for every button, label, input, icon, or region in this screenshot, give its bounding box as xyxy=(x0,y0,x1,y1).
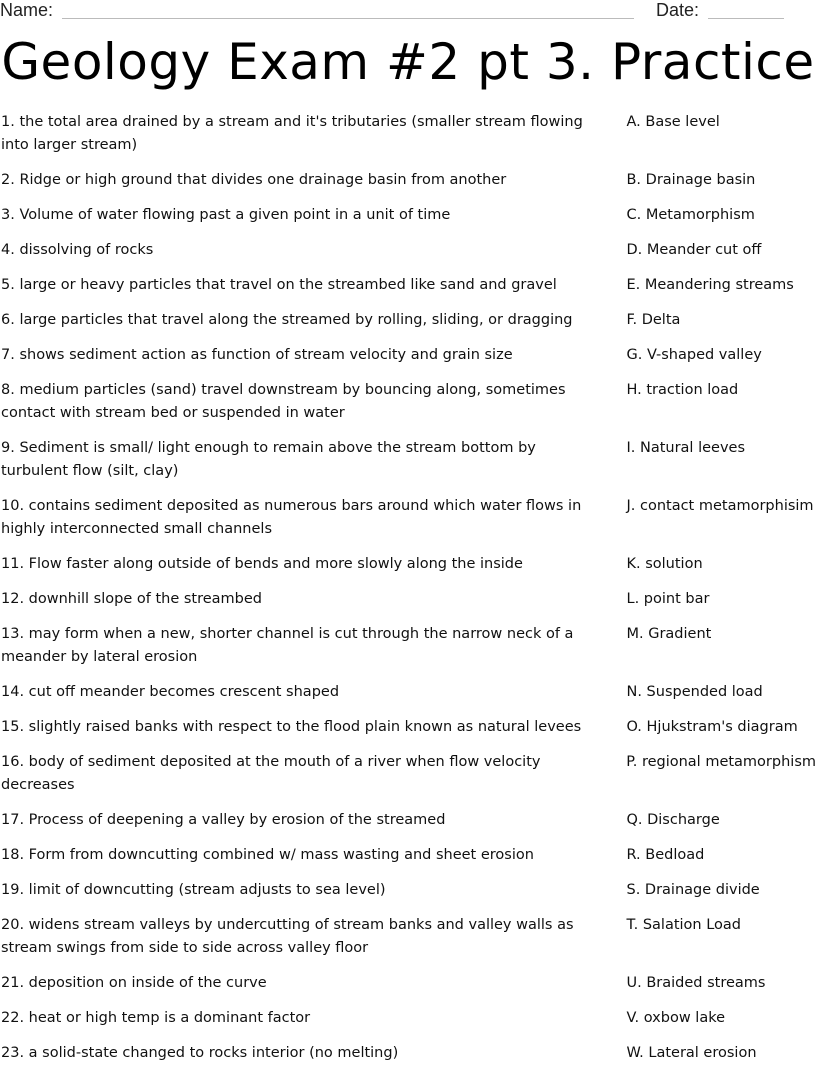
list-item xyxy=(0,1042,816,1065)
name-label: Name: xyxy=(0,0,54,20)
list-item xyxy=(0,379,816,425)
list-item xyxy=(0,553,816,576)
answer-option: K. solution xyxy=(626,556,703,572)
answer-option: U. Braided streams xyxy=(626,975,766,991)
answer-option: T. Salation Load xyxy=(626,917,742,933)
clue-text: 13. may form when a new, shorter channel is cut through the narrow neck of a meander by lateral erosion xyxy=(1,626,574,665)
list-item xyxy=(0,239,816,262)
answer-option: A. Base level xyxy=(626,114,720,130)
answer-option: R. Bedload xyxy=(626,847,705,863)
clue-text: 16. body of sediment deposited at the mouth of a river when flow velocity decreases xyxy=(1,754,541,793)
clue-text: 22. heat or high temp is a dominant factor xyxy=(1,1010,311,1026)
matching-list xyxy=(0,111,816,1077)
clue-text: 1. the total area drained by a stream and it's tributaries (smaller stream flowing into larger stream) xyxy=(1,114,583,153)
clue-text: 5. large or heavy particles that travel on the streambed like sand and gravel xyxy=(1,277,557,293)
list-item xyxy=(0,437,816,483)
clue-text: 10. contains sediment deposited as numerous bars around which water flows in highly interconnected small channels xyxy=(1,498,582,537)
answer-option: P. regional metamorphism xyxy=(626,754,816,770)
list-item xyxy=(0,204,816,227)
answer-option: G. V-shaped valley xyxy=(626,347,762,363)
list-item xyxy=(0,344,816,367)
list-item xyxy=(0,751,816,797)
list-item xyxy=(0,716,816,739)
answer-option: E. Meandering streams xyxy=(626,277,794,293)
name-field[interactable] xyxy=(62,18,634,19)
clue-text: 8. medium particles (sand) travel downstream by bouncing along, sometimes contact with stream bed or suspended in water xyxy=(1,382,566,421)
list-item xyxy=(0,681,816,704)
answer-option: O. Hjukstram's diagram xyxy=(626,719,798,735)
answer-option: V. oxbow lake xyxy=(626,1010,726,1026)
clue-text: 11. Flow faster along outside of bends and more slowly along the inside xyxy=(1,556,523,572)
answer-option: L. point bar xyxy=(626,591,710,607)
clue-text: 20. widens stream valleys by undercutting of stream banks and valley walls as stream swings from side to side across valley floor xyxy=(1,917,574,956)
clue-text: 14. cut off meander becomes crescent shaped xyxy=(1,684,340,700)
list-item xyxy=(0,914,816,960)
list-item xyxy=(0,111,816,157)
list-item xyxy=(0,1007,816,1030)
answer-option: J. contact metamorphisim xyxy=(626,498,814,514)
list-item xyxy=(0,588,816,611)
list-item xyxy=(0,879,816,902)
date-label: Date: xyxy=(656,0,700,20)
clue-text: 19. limit of downcutting (stream adjusts to sea level) xyxy=(1,882,386,898)
clue-text: 2. Ridge or high ground that divides one drainage basin from another xyxy=(1,172,507,188)
answer-option: D. Meander cut off xyxy=(626,242,762,258)
list-item xyxy=(0,809,816,832)
list-item xyxy=(0,495,816,541)
date-field[interactable] xyxy=(708,18,784,19)
answer-option: Q. Discharge xyxy=(626,812,720,828)
list-item xyxy=(0,309,816,332)
clue-text: 7. shows sediment action as function of stream velocity and grain size xyxy=(1,347,513,363)
list-item xyxy=(0,169,816,192)
list-item xyxy=(0,274,816,297)
clue-text: 18. Form from downcutting combined w/ mass wasting and sheet erosion xyxy=(1,847,534,863)
clue-text: 6. large particles that travel along the streamed by rolling, sliding, or dragging xyxy=(1,312,573,328)
page-title: Geology Exam #2 pt 3. Practice xyxy=(1,33,815,91)
worksheet-header xyxy=(0,0,816,24)
list-item xyxy=(0,623,816,669)
clue-text: 17. Process of deepening a valley by erosion of the streamed xyxy=(1,812,446,828)
answer-option: N. Suspended load xyxy=(626,684,763,700)
clue-text: 21. deposition on inside of the curve xyxy=(1,975,267,991)
clue-text: 3. Volume of water flowing past a given point in a unit of time xyxy=(1,207,451,223)
clue-text: 23. a solid-state changed to rocks interior (no melting) xyxy=(1,1045,399,1061)
answer-option: S. Drainage divide xyxy=(626,882,760,898)
list-item xyxy=(0,972,816,995)
answer-option: C. Metamorphism xyxy=(626,207,755,223)
clue-text: 12. downhill slope of the streambed xyxy=(1,591,262,607)
clue-text: 9. Sediment is small/ light enough to remain above the stream bottom by turbulent flow (silt, clay) xyxy=(1,440,536,479)
answer-option: H. traction load xyxy=(626,382,739,398)
answer-option: I. Natural leeves xyxy=(626,440,745,456)
answer-option: M. Gradient xyxy=(626,626,712,642)
clue-text: 4. dissolving of rocks xyxy=(1,242,154,258)
list-item xyxy=(0,844,816,867)
answer-option: W. Lateral erosion xyxy=(626,1045,757,1061)
clue-text: 15. slightly raised banks with respect to the flood plain known as natural levees xyxy=(1,719,582,735)
answer-option: B. Drainage basin xyxy=(626,172,756,188)
answer-option: F. Delta xyxy=(626,312,681,328)
